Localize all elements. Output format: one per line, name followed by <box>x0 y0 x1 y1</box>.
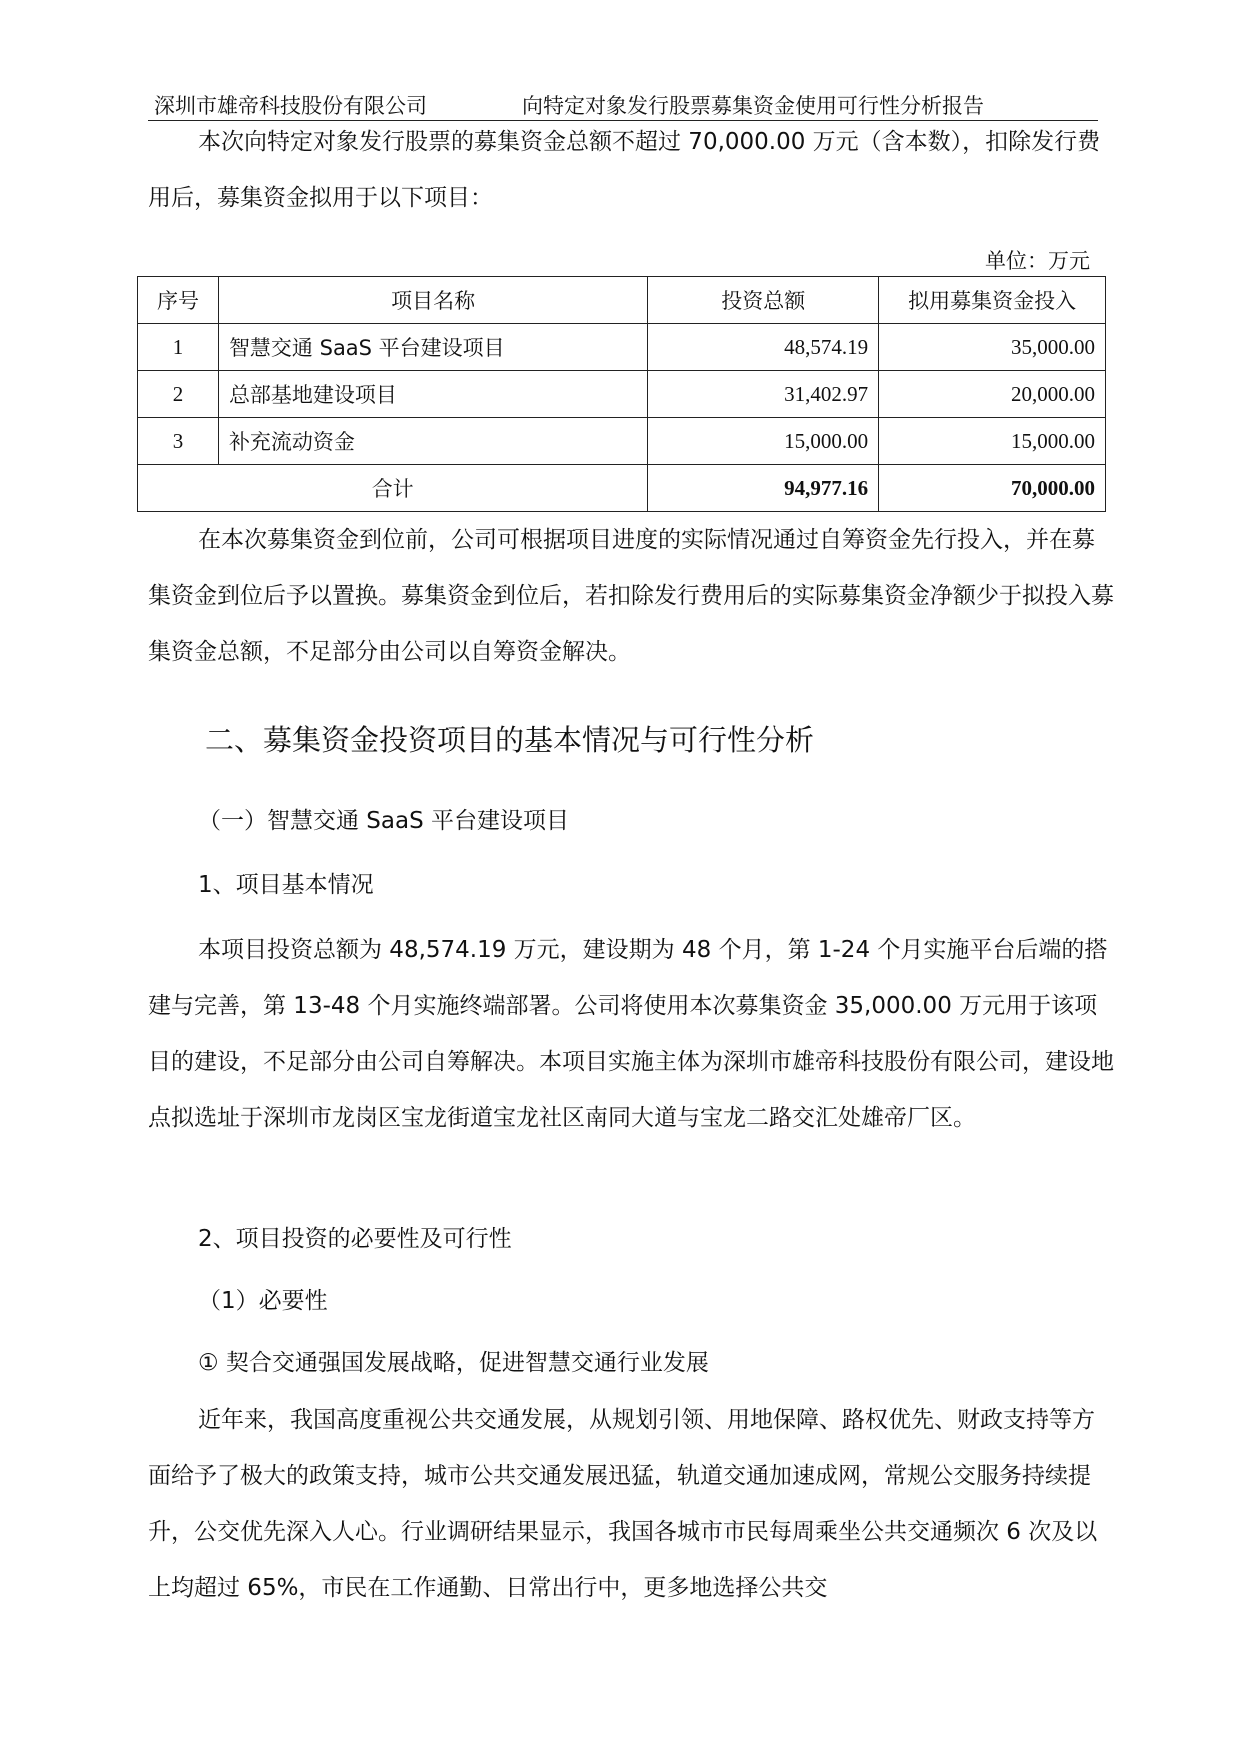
fund-table <box>137 276 1106 512</box>
row-total: 48,574.19 <box>648 324 879 371</box>
row-raised: 15,000.00 <box>879 418 1106 465</box>
table-row <box>138 324 1106 371</box>
item-1-paragraph: 本项目投资总额为 48,574.19 万元，建设期为 48 个月，第 1-24 个月实施平台后端的搭建与完善，第 13-48 个月实施终端部署。公司将使用本次募集资金 35,000.00 万元用于该项目的建设，不足部分由公司自筹解决。本项目实施主体为深圳市雄帝科技股份有限公司，建设地点拟选址于深圳市龙岗区宝龙街道宝龙社区南同大道与宝龙二路交汇处雄帝厂区。 <box>148 937 1114 1131</box>
row-no: 2 <box>138 371 219 418</box>
header-raised: 拟用募集资金投入 <box>879 277 1106 324</box>
table-row <box>138 371 1106 418</box>
paragraph-after-table: 在本次募集资金到位前，公司可根据项目进度的实际情况通过自筹资金先行投入，并在募集资金到位后予以置换。募集资金到位后，若扣除发行费用后的实际募集资金净额少于拟投入募集资金总额，不足部分由公司以自筹资金解决。 <box>148 527 1114 665</box>
header-report-title: 向特定对象发行股票募集资金使用可行性分析报告 <box>522 94 984 118</box>
necessity-heading: （1）必要性 <box>198 1288 328 1314</box>
row-no: 1 <box>138 324 219 371</box>
table-total-row <box>138 465 1106 512</box>
subsection-heading: （一）智慧交通 SaaS 平台建设项目 <box>198 808 570 834</box>
row-total: 31,402.97 <box>648 371 879 418</box>
row-raised: 35,000.00 <box>879 324 1106 371</box>
header-name: 项目名称 <box>218 277 647 324</box>
point-1-paragraph: 近年来，我国高度重视公共交通发展，从规划引领、用地保障、路权优先、财政支持等方面给予了极大的政策支持，城市公共交通发展迅猛，轨道交通加速成网，常规公交服务持续提升，公交优先深入人心。行业调研结果显示，我国各城市市民每周乘坐公共交通频次 6 次及以上均超过 65%，市民在工作通勤、日常出行中，更多地选择公共交 <box>148 1407 1098 1601</box>
point-1-heading: ① 契合交通强国发展战略，促进智慧交通行业发展 <box>198 1350 709 1376</box>
row-name: 智慧交通 SaaS 平台建设项目 <box>218 324 647 371</box>
header-total: 投资总额 <box>648 277 879 324</box>
total-label: 合计 <box>138 465 648 512</box>
item-2-heading: 2、项目投资的必要性及可行性 <box>198 1226 512 1252</box>
row-raised: 20,000.00 <box>879 371 1106 418</box>
row-total: 15,000.00 <box>648 418 879 465</box>
total-raised: 70,000.00 <box>879 465 1106 512</box>
total-investment: 94,977.16 <box>648 465 879 512</box>
item-1-heading: 1、项目基本情况 <box>198 872 374 898</box>
unit-label: 单位：万元 <box>985 249 1090 273</box>
row-name: 总部基地建设项目 <box>218 371 647 418</box>
header-company: 深圳市雄帝科技股份有限公司 <box>154 94 427 118</box>
section-heading: 二、募集资金投资项目的基本情况与可行性分析 <box>205 723 815 757</box>
row-no: 3 <box>138 418 219 465</box>
intro-paragraph: 本次向特定对象发行股票的募集资金总额不超过 70,000.00 万元（含本数），扣除发行费用后，募集资金拟用于以下项目： <box>148 129 1101 211</box>
table-row <box>138 418 1106 465</box>
header-no: 序号 <box>138 277 219 324</box>
row-name: 补充流动资金 <box>218 418 647 465</box>
table-header-row <box>138 277 1106 324</box>
